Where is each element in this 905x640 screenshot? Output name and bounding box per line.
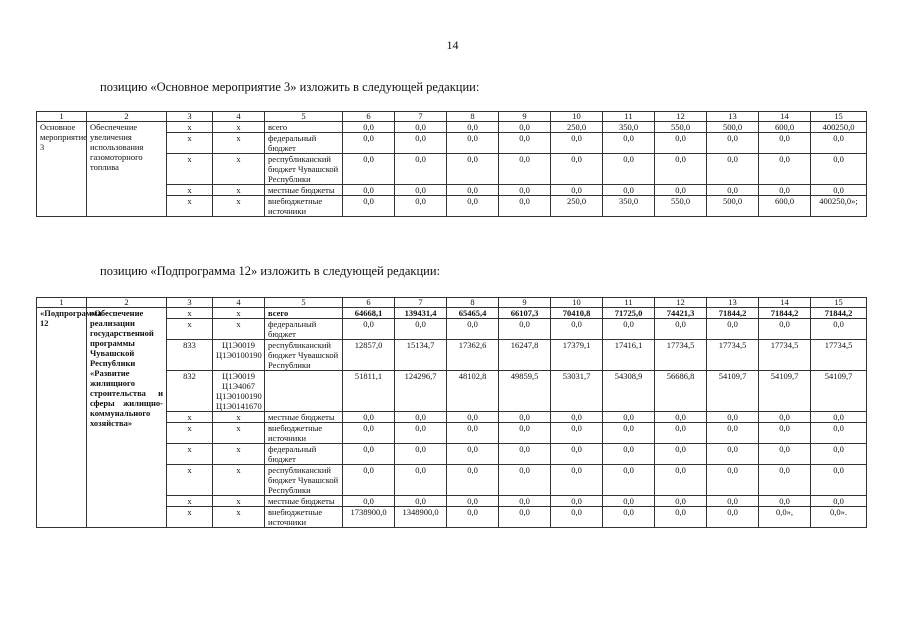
value-cell: 0,0 [603, 423, 655, 444]
column-header: 2 [87, 298, 167, 308]
value-cell: 17379,1 [551, 340, 603, 371]
value-cell: 0,0 [811, 412, 867, 423]
value-cell: 0,0 [707, 412, 759, 423]
budget-code-cell: x [213, 319, 265, 340]
value-cell: 0,0 [395, 196, 447, 217]
budget-code-cell: x [213, 507, 265, 528]
value-cell: 0,0 [395, 465, 447, 496]
value-cell: 0,0 [811, 423, 867, 444]
value-cell: 0,0 [655, 423, 707, 444]
admin-code-cell: x [167, 465, 213, 496]
value-cell: 49859,5 [499, 371, 551, 412]
value-cell: 0,0 [707, 133, 759, 154]
column-header: 8 [447, 298, 499, 308]
value-cell: 71844,2 [811, 308, 867, 319]
budget-code-cell: x [213, 154, 265, 185]
column-header: 7 [395, 298, 447, 308]
value-cell: 0,0 [707, 496, 759, 507]
value-cell: 0,0 [759, 185, 811, 196]
column-header: 10 [551, 112, 603, 122]
column-header: 14 [759, 298, 811, 308]
value-cell: 0,0 [811, 496, 867, 507]
value-cell: 0,0 [603, 496, 655, 507]
value-cell: 54308,9 [603, 371, 655, 412]
value-cell: 0,0 [447, 133, 499, 154]
table-row [37, 122, 867, 133]
value-cell: 124296,7 [395, 371, 447, 412]
value-cell: 17416,1 [603, 340, 655, 371]
value-cell: 0,0 [499, 122, 551, 133]
value-cell: 250,0 [551, 196, 603, 217]
funding-source-cell [265, 371, 343, 412]
main-event-3-table [36, 111, 867, 217]
row-description-cell: Обеспечение увеличения использования газомоторного топлива [87, 122, 167, 217]
value-cell: 66107,3 [499, 308, 551, 319]
value-cell: 71844,2 [759, 308, 811, 319]
value-cell: 74421,3 [655, 308, 707, 319]
column-header: 13 [707, 112, 759, 122]
value-cell: 54109,7 [811, 371, 867, 412]
budget-code-cell: x [213, 196, 265, 217]
value-cell: 0,0 [707, 319, 759, 340]
budget-code-cell: x [213, 412, 265, 423]
column-header: 6 [343, 112, 395, 122]
value-cell: 350,0 [603, 196, 655, 217]
value-cell: 0,0 [551, 319, 603, 340]
column-header: 6 [343, 298, 395, 308]
value-cell: 0,0 [603, 507, 655, 528]
value-cell: 0,0 [551, 496, 603, 507]
value-cell: 17362,6 [447, 340, 499, 371]
value-cell: 0,0 [343, 444, 395, 465]
value-cell: 0,0 [551, 185, 603, 196]
funding-source-cell: республиканский бюджет Чувашской Республики [265, 340, 343, 371]
funding-source-cell: федеральный бюджет [265, 319, 343, 340]
funding-source-cell: федеральный бюджет [265, 133, 343, 154]
value-cell: 0,0 [759, 154, 811, 185]
value-cell: 0,0 [707, 465, 759, 496]
value-cell: 64668,1 [343, 308, 395, 319]
row-title-cell: «Подпрограмма 12 [37, 308, 87, 528]
value-cell: 0,0 [447, 423, 499, 444]
funding-source-cell: республиканский бюджет Чувашской Республики [265, 465, 343, 496]
column-header: 1 [37, 112, 87, 122]
funding-source-cell: республиканский бюджет Чувашской Республики [265, 154, 343, 185]
value-cell: 0,0 [551, 507, 603, 528]
value-cell: 0,0 [447, 496, 499, 507]
value-cell: 1348900,0 [395, 507, 447, 528]
value-cell: 0,0 [343, 319, 395, 340]
value-cell: 53031,7 [551, 371, 603, 412]
value-cell: 0,0 [551, 133, 603, 154]
value-cell: 0,0 [707, 185, 759, 196]
funding-source-cell: внебюджетные источники [265, 507, 343, 528]
value-cell: 0,0 [811, 444, 867, 465]
value-cell: 0,0 [655, 444, 707, 465]
budget-code-cell: x [213, 496, 265, 507]
value-cell: 0,0 [551, 154, 603, 185]
value-cell: 70410,8 [551, 308, 603, 319]
value-cell: 0,0 [811, 319, 867, 340]
value-cell: 0,0 [603, 133, 655, 154]
value-cell: 0,0 [603, 465, 655, 496]
value-cell: 17734,5 [811, 340, 867, 371]
value-cell: 0,0 [759, 496, 811, 507]
value-cell: 12857,0 [343, 340, 395, 371]
row-title-cell: Основное мероприятие 3 [37, 122, 87, 217]
value-cell: 0,0 [499, 507, 551, 528]
value-cell: 0,0 [499, 465, 551, 496]
value-cell: 71725,0 [603, 308, 655, 319]
value-cell: 0,0 [655, 465, 707, 496]
value-cell: 71844,2 [707, 308, 759, 319]
value-cell: 0,0 [499, 423, 551, 444]
column-header: 15 [811, 112, 867, 122]
column-header: 4 [213, 298, 265, 308]
column-header: 11 [603, 298, 655, 308]
value-cell: 0,0 [707, 507, 759, 528]
value-cell: 0,0 [447, 319, 499, 340]
value-cell: 0,0 [655, 154, 707, 185]
budget-code-cell: x [213, 185, 265, 196]
value-cell: 0,0 [655, 133, 707, 154]
value-cell: 0,0 [343, 496, 395, 507]
admin-code-cell: x [167, 412, 213, 423]
column-header: 8 [447, 112, 499, 122]
column-header: 14 [759, 112, 811, 122]
value-cell: 0,0 [603, 412, 655, 423]
section2-heading: позицию «Подпрограмма 12» изложить в следующей редакции: [100, 264, 441, 278]
value-cell: 0,0 [395, 133, 447, 154]
column-header: 11 [603, 112, 655, 122]
value-cell: 0,0 [655, 496, 707, 507]
value-cell: 0,0 [655, 412, 707, 423]
column-header: 4 [213, 112, 265, 122]
column-header: 10 [551, 298, 603, 308]
column-header: 9 [499, 112, 551, 122]
value-cell: 0,0 [811, 465, 867, 496]
value-cell: 0,0 [811, 154, 867, 185]
value-cell: 139431,4 [395, 308, 447, 319]
value-cell: 0,0 [759, 444, 811, 465]
value-cell: 0,0 [499, 133, 551, 154]
value-cell: 0,0 [447, 444, 499, 465]
value-cell: 0,0». [811, 507, 867, 528]
admin-code-cell: 833 [167, 340, 213, 371]
value-cell: 0,0 [343, 185, 395, 196]
value-cell: 56686,8 [655, 371, 707, 412]
admin-code-cell: x [167, 507, 213, 528]
value-cell: 250,0 [551, 122, 603, 133]
value-cell: 48102,8 [447, 371, 499, 412]
value-cell: 0,0 [395, 412, 447, 423]
value-cell: 0,0 [499, 412, 551, 423]
funding-source-cell: местные бюджеты [265, 185, 343, 196]
value-cell: 0,0 [551, 423, 603, 444]
value-cell: 0,0 [447, 196, 499, 217]
admin-code-cell: 832 [167, 371, 213, 412]
section1-heading: позицию «Основное мероприятие 3» изложить в следующей редакции: [100, 80, 480, 94]
value-cell: 0,0 [447, 465, 499, 496]
value-cell: 0,0 [655, 507, 707, 528]
value-cell: 0,0 [759, 133, 811, 154]
value-cell: 54109,7 [707, 371, 759, 412]
value-cell: 1738900,0 [343, 507, 395, 528]
funding-source-cell: местные бюджеты [265, 412, 343, 423]
value-cell: 0,0 [343, 196, 395, 217]
value-cell: 0,0 [759, 412, 811, 423]
admin-code-cell: x [167, 319, 213, 340]
value-cell: 0,0 [551, 465, 603, 496]
value-cell: 600,0 [759, 196, 811, 217]
funding-source-cell: внебюджетные источники [265, 196, 343, 217]
value-cell: 550,0 [655, 196, 707, 217]
column-header: 12 [655, 298, 707, 308]
budget-code-cell: x [213, 423, 265, 444]
admin-code-cell: x [167, 196, 213, 217]
value-cell: 0,0 [707, 444, 759, 465]
value-cell: 0,0 [499, 196, 551, 217]
budget-code-cell: x [213, 465, 265, 496]
value-cell: 0,0 [343, 423, 395, 444]
budget-code-cell: x [213, 444, 265, 465]
value-cell: 0,0 [499, 185, 551, 196]
admin-code-cell: x [167, 444, 213, 465]
value-cell: 0,0 [343, 122, 395, 133]
value-cell: 0,0 [499, 444, 551, 465]
value-cell: 0,0», [759, 507, 811, 528]
value-cell: 0,0 [343, 133, 395, 154]
column-header: 15 [811, 298, 867, 308]
value-cell: 0,0 [395, 423, 447, 444]
header-row [37, 112, 867, 122]
value-cell: 400250,0»; [811, 196, 867, 217]
value-cell: 0,0 [395, 444, 447, 465]
value-cell: 16247,8 [499, 340, 551, 371]
column-header: 2 [87, 112, 167, 122]
value-cell: 0,0 [395, 122, 447, 133]
admin-code-cell: x [167, 308, 213, 319]
admin-code-cell: x [167, 185, 213, 196]
column-header: 3 [167, 112, 213, 122]
value-cell: 400250,0 [811, 122, 867, 133]
value-cell: 0,0 [759, 423, 811, 444]
value-cell: 54109,7 [759, 371, 811, 412]
value-cell: 550,0 [655, 122, 707, 133]
header-row [37, 298, 867, 308]
value-cell: 0,0 [499, 154, 551, 185]
value-cell: 0,0 [707, 423, 759, 444]
budget-code-cell: x [213, 308, 265, 319]
value-cell: 600,0 [759, 122, 811, 133]
value-cell: 0,0 [447, 507, 499, 528]
column-header: 3 [167, 298, 213, 308]
column-header: 13 [707, 298, 759, 308]
value-cell: 0,0 [499, 319, 551, 340]
value-cell: 0,0 [551, 444, 603, 465]
value-cell: 0,0 [447, 122, 499, 133]
value-cell: 350,0 [603, 122, 655, 133]
budget-code-cell: Ц1Э0019 Ц1Э4067 Ц1Э0100190 Ц1Э0141670 [213, 371, 265, 412]
admin-code-cell: x [167, 154, 213, 185]
value-cell: 65465,4 [447, 308, 499, 319]
value-cell: 17734,5 [707, 340, 759, 371]
value-cell: 0,0 [447, 154, 499, 185]
table-row [37, 308, 867, 319]
admin-code-cell: x [167, 496, 213, 507]
value-cell: 0,0 [603, 319, 655, 340]
value-cell: 15134,7 [395, 340, 447, 371]
column-header: 5 [265, 112, 343, 122]
value-cell: 0,0 [395, 185, 447, 196]
funding-source-cell: местные бюджеты [265, 496, 343, 507]
value-cell: 0,0 [343, 154, 395, 185]
value-cell: 0,0 [603, 154, 655, 185]
value-cell: 0,0 [499, 496, 551, 507]
value-cell: 500,0 [707, 122, 759, 133]
value-cell: 0,0 [655, 185, 707, 196]
value-cell: 0,0 [759, 319, 811, 340]
subprogram-12-table [36, 297, 867, 528]
admin-code-cell: x [167, 122, 213, 133]
page-number: 14 [446, 38, 459, 52]
value-cell: 0,0 [395, 496, 447, 507]
value-cell: 0,0 [551, 412, 603, 423]
admin-code-cell: x [167, 423, 213, 444]
funding-source-cell: всего [265, 122, 343, 133]
value-cell: 500,0 [707, 196, 759, 217]
column-header: 5 [265, 298, 343, 308]
value-cell: 0,0 [811, 185, 867, 196]
value-cell: 0,0 [343, 465, 395, 496]
budget-code-cell: Ц1Э0019 Ц1Э0100190 [213, 340, 265, 371]
value-cell: 0,0 [395, 154, 447, 185]
value-cell: 0,0 [603, 185, 655, 196]
budget-code-cell: x [213, 133, 265, 154]
column-header: 1 [37, 298, 87, 308]
value-cell: 0,0 [395, 319, 447, 340]
funding-source-cell: всего [265, 308, 343, 319]
value-cell: 51811,1 [343, 371, 395, 412]
value-cell: 17734,5 [655, 340, 707, 371]
funding-source-cell: внебюджетные источники [265, 423, 343, 444]
row-description-cell: «Обеспечение реализации государственной программы Чувашской Республики «Развитие жилищного строительства и сферы жилищно-коммунального хозяйства» [87, 308, 167, 528]
value-cell: 0,0 [811, 133, 867, 154]
value-cell: 0,0 [447, 412, 499, 423]
value-cell: 0,0 [343, 412, 395, 423]
value-cell: 0,0 [655, 319, 707, 340]
column-header: 7 [395, 112, 447, 122]
column-header: 9 [499, 298, 551, 308]
value-cell: 0,0 [447, 185, 499, 196]
budget-code-cell: x [213, 122, 265, 133]
column-header: 12 [655, 112, 707, 122]
value-cell: 17734,5 [759, 340, 811, 371]
value-cell: 0,0 [603, 444, 655, 465]
funding-source-cell: федеральный бюджет [265, 444, 343, 465]
admin-code-cell: x [167, 133, 213, 154]
value-cell: 0,0 [707, 154, 759, 185]
value-cell: 0,0 [759, 465, 811, 496]
